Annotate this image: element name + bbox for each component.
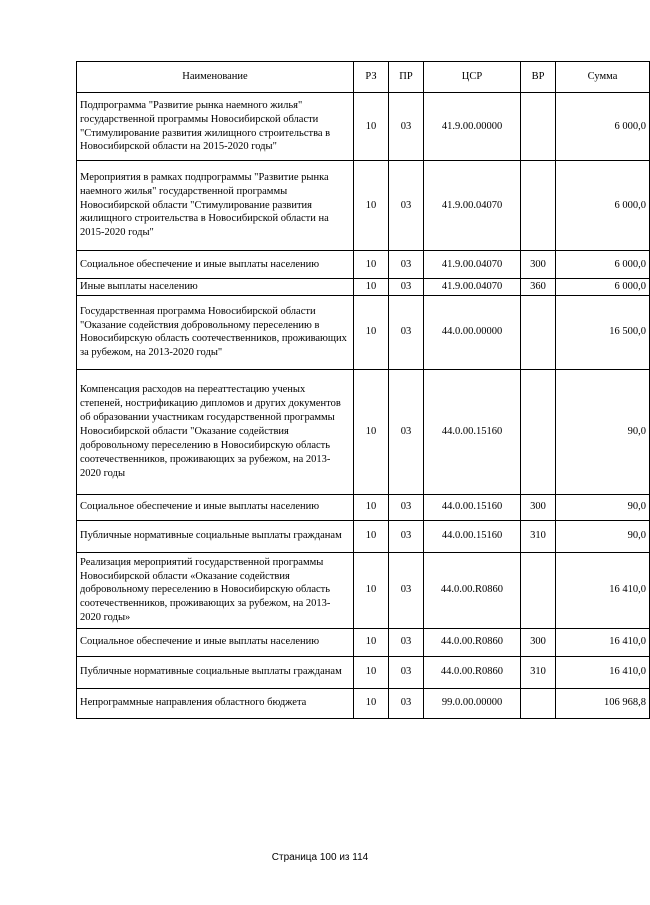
row-rz: 10 <box>354 295 389 369</box>
row-sum: 6 000,0 <box>556 161 650 251</box>
row-name: Подпрограмма "Развитие рынка наемного жилья" государственной программы Новосибирской области "Стимулирование развития жилищного строительства в Новосибирской области на 2015-2020 годы" <box>77 93 354 161</box>
row-sum: 90,0 <box>556 369 650 494</box>
table-row <box>77 279 650 296</box>
header-rz: РЗ <box>354 62 389 93</box>
row-name: Публичные нормативные социальные выплаты гражданам <box>77 520 354 552</box>
row-name: Социальное обеспечение и иные выплаты населению <box>77 251 354 279</box>
row-csr: 44.0.00.00000 <box>424 295 521 369</box>
table-row <box>77 251 650 279</box>
row-vr: 360 <box>521 279 556 296</box>
header-name: Наименование <box>77 62 354 93</box>
row-rz: 10 <box>354 494 389 520</box>
row-pr: 03 <box>389 251 424 279</box>
row-sum: 16 500,0 <box>556 295 650 369</box>
header-pr: ПР <box>389 62 424 93</box>
table-body <box>77 93 650 719</box>
row-csr: 44.0.00.15160 <box>424 494 521 520</box>
table-row <box>77 552 650 628</box>
row-vr <box>521 688 556 718</box>
table-row <box>77 628 650 656</box>
row-csr: 44.0.00.15160 <box>424 520 521 552</box>
table-row <box>77 688 650 718</box>
row-name: Социальное обеспечение и иные выплаты населению <box>77 628 354 656</box>
row-vr <box>521 369 556 494</box>
row-rz: 10 <box>354 279 389 296</box>
row-vr: 300 <box>521 251 556 279</box>
row-csr: 44.0.00.R0860 <box>424 656 521 688</box>
row-rz: 10 <box>354 161 389 251</box>
row-vr: 310 <box>521 656 556 688</box>
row-rz: 10 <box>354 93 389 161</box>
row-pr: 03 <box>389 369 424 494</box>
row-rz: 10 <box>354 656 389 688</box>
row-rz: 10 <box>354 251 389 279</box>
header-sum: Сумма <box>556 62 650 93</box>
row-vr <box>521 161 556 251</box>
table-row <box>77 369 650 494</box>
table-header <box>77 62 650 93</box>
row-sum: 6 000,0 <box>556 93 650 161</box>
row-pr: 03 <box>389 295 424 369</box>
row-csr: 44.0.00.R0860 <box>424 628 521 656</box>
row-csr: 41.9.00.04070 <box>424 279 521 296</box>
row-csr: 41.9.00.00000 <box>424 93 521 161</box>
row-pr: 03 <box>389 161 424 251</box>
row-sum: 6 000,0 <box>556 251 650 279</box>
row-pr: 03 <box>389 279 424 296</box>
row-csr: 44.0.00.R0860 <box>424 552 521 628</box>
table-row <box>77 656 650 688</box>
row-sum: 90,0 <box>556 520 650 552</box>
row-vr: 310 <box>521 520 556 552</box>
row-rz: 10 <box>354 369 389 494</box>
row-name: Компенсация расходов на переаттестацию ученых степеней, нострификацию дипломов и других документов об образовании участникам государственной программы Новосибирской области "Оказание содействия добровольному переселению в Новосибирскую область соотечественников, проживающих за рубежом, на 2013-2020 годы <box>77 369 354 494</box>
row-name: Социальное обеспечение и иные выплаты населению <box>77 494 354 520</box>
budget-table <box>76 61 650 719</box>
row-pr: 03 <box>389 656 424 688</box>
row-pr: 03 <box>389 520 424 552</box>
header-csr: ЦСР <box>424 62 521 93</box>
row-rz: 10 <box>354 688 389 718</box>
table-row <box>77 494 650 520</box>
row-pr: 03 <box>389 93 424 161</box>
row-csr: 99.0.00.00000 <box>424 688 521 718</box>
row-vr <box>521 552 556 628</box>
row-pr: 03 <box>389 552 424 628</box>
row-rz: 10 <box>354 628 389 656</box>
row-sum: 16 410,0 <box>556 628 650 656</box>
row-vr <box>521 295 556 369</box>
table-row <box>77 520 650 552</box>
row-vr <box>521 93 556 161</box>
row-sum: 16 410,0 <box>556 656 650 688</box>
row-rz: 10 <box>354 520 389 552</box>
row-csr: 41.9.00.04070 <box>424 161 521 251</box>
row-vr: 300 <box>521 628 556 656</box>
header-vr: ВР <box>521 62 556 93</box>
page-number-footer: Страница 100 из 114 <box>271 852 369 863</box>
row-name: Государственная программа Новосибирской области "Оказание содействия добровольному переселению в Новосибирскую область соотечественников, проживающих за рубежом, на 2013-2020 годы" <box>77 295 354 369</box>
row-pr: 03 <box>389 494 424 520</box>
row-sum: 106 968,8 <box>556 688 650 718</box>
row-name: Публичные нормативные социальные выплаты гражданам <box>77 656 354 688</box>
row-csr: 41.9.00.04070 <box>424 251 521 279</box>
row-name: Иные выплаты населению <box>77 279 354 296</box>
header-row <box>77 62 650 93</box>
row-csr: 44.0.00.15160 <box>424 369 521 494</box>
row-sum: 16 410,0 <box>556 552 650 628</box>
row-rz: 10 <box>354 552 389 628</box>
row-pr: 03 <box>389 688 424 718</box>
row-name: Мероприятия в рамках подпрограммы "Развитие рынка наемного жилья" государственной программы Новосибирской области "Стимулирование развития жилищного строительства в Новосибирской области на 2015-2020 годы" <box>77 161 354 251</box>
row-sum: 6 000,0 <box>556 279 650 296</box>
table-row <box>77 295 650 369</box>
row-name: Реализация мероприятий государственной программы Новосибирской области «Оказание содействия добровольному переселению в Новосибирскую область соотечественников, проживающих за рубежом, на 2013-2020 годы» <box>77 552 354 628</box>
table-row <box>77 161 650 251</box>
row-sum: 90,0 <box>556 494 650 520</box>
row-name: Непрограммные направления областного бюджета <box>77 688 354 718</box>
row-pr: 03 <box>389 628 424 656</box>
table-row <box>77 93 650 161</box>
row-vr: 300 <box>521 494 556 520</box>
